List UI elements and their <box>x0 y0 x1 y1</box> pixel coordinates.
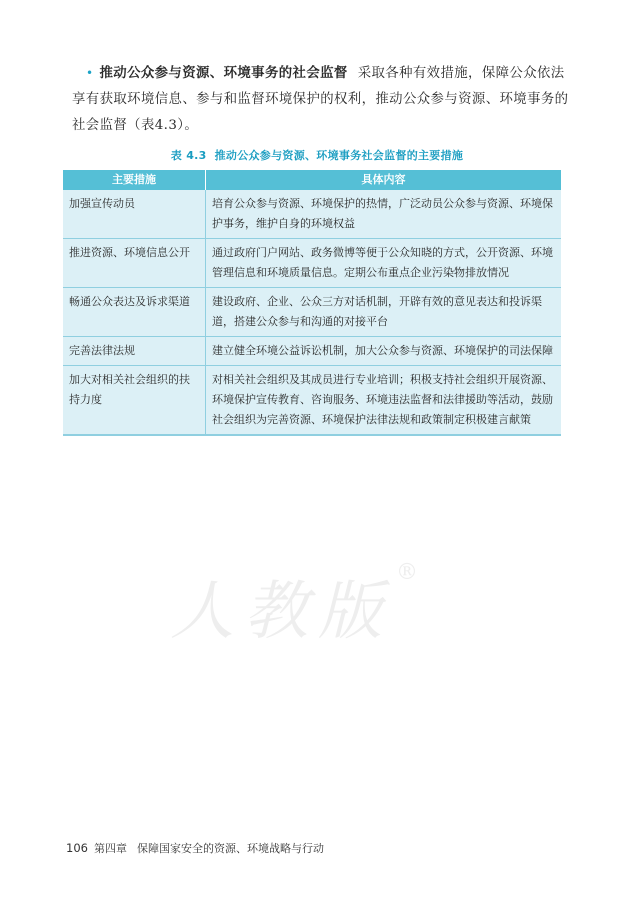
table-row <box>63 239 561 288</box>
watermark-text: 人教版 <box>170 575 392 649</box>
bullet-icon: • <box>86 66 94 80</box>
content-cell: 通过政府门户网站、政务微博等便于公众知晓的方式，公开资源、环境管理信息和环境质量信息。定期公布重点企业污染物排放情况 <box>206 239 562 288</box>
intro-paragraph <box>72 60 572 139</box>
table-caption <box>0 147 634 163</box>
measure-cell: 加强宣传动员 <box>63 190 206 239</box>
content-cell: 建设政府、企业、公众三方对话机制，开辟有效的意见表达和投诉渠道，搭建公众参与和沟通的对接平台 <box>206 288 562 337</box>
measures-table <box>63 170 561 436</box>
table-header-row <box>63 170 561 190</box>
chapter-title: 保障国家安全的资源、环境战略与行动 <box>136 842 324 855</box>
header-content: 具体内容 <box>206 170 562 190</box>
table-title: 推动公众参与资源、环境事务社会监督的主要措施 <box>214 149 464 162</box>
chapter-label: 第四章 <box>93 842 127 855</box>
measure-cell: 加大对相关社会组织的扶持力度 <box>63 366 206 436</box>
table-row <box>63 288 561 337</box>
content-cell: 建立健全环境公益诉讼机制，加大公众参与资源、环境保护的司法保障 <box>206 337 562 366</box>
table-number: 表 4.3 <box>170 149 207 162</box>
paragraph-text: 采取各种有效措施，保障公众依法享有获取环境信息、参与和监督环境保护的权利，推动公众参与资源、环境事务的社会监督（表4.3）。 <box>72 66 569 133</box>
content-cell: 培育公众参与资源、环境保护的热情，广泛动员公众参与资源、环境保护事务，维护自身的环境权益 <box>206 190 562 239</box>
measure-cell: 完善法律法规 <box>63 337 206 366</box>
page-number: 106 <box>66 841 88 855</box>
table-row <box>63 366 561 436</box>
header-measure: 主要措施 <box>63 170 206 190</box>
registered-mark-icon: ® <box>396 560 428 585</box>
content-cell: 对相关社会组织及其成员进行专业培训；积极支持社会组织开展资源、环境保护宣传教育、咨询服务、环境违法监督和法律援助等活动，鼓励社会组织为完善资源、环境保护法律法规和政策制定积极建言献策 <box>206 366 562 436</box>
measure-cell: 推进资源、环境信息公开 <box>63 239 206 288</box>
measure-cell: 畅通公众表达及诉求渠道 <box>63 288 206 337</box>
page-footer <box>66 840 324 856</box>
table-row <box>63 190 561 239</box>
publisher-watermark <box>170 560 428 652</box>
table-row <box>63 337 561 366</box>
paragraph-lead: 推动公众参与资源、环境事务的社会监督 <box>99 66 348 81</box>
